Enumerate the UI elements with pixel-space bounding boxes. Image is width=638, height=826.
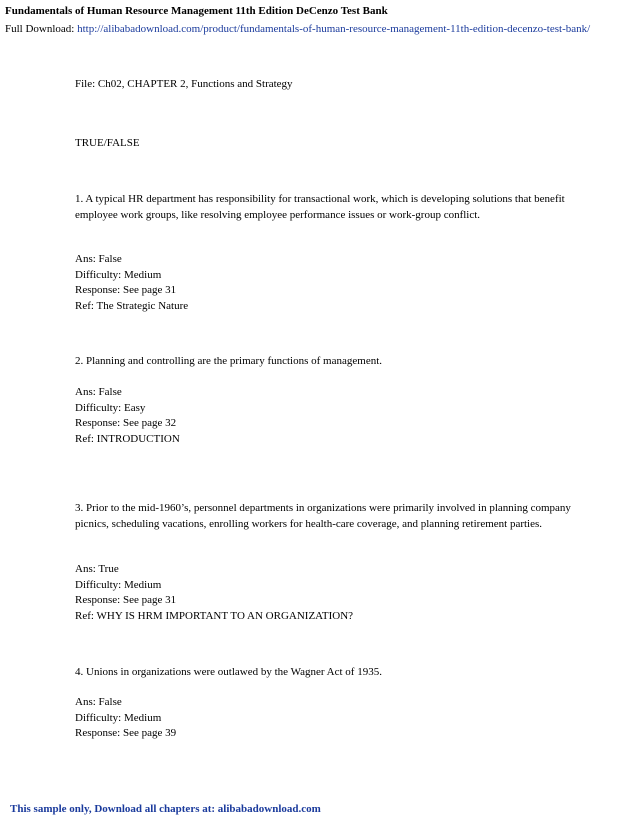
question-3-answer: Ans: True [75,563,119,575]
question-1-response: Response: See page 31 [75,284,177,296]
download-footer[interactable]: This sample only, Download all chapters at: alibabadownload.com [10,803,321,815]
question-2-difficulty: Difficulty: Easy [75,401,146,414]
question-2-answer: Ans: False [75,386,122,398]
question-3-ref: Ref: WHY IS HRM IMPORTANT TO AN ORGANIZATION? [75,609,354,622]
download-line [5,20,638,38]
file-line: File: Ch02, CHAPTER 2, Functions and Strategy [75,78,293,90]
question-3-text: 3. Prior to the mid-1960’s, personnel departments in organizations were primarily involved in planning company picnics, scheduling vacations, enrolling workers for health-care coverage, and planning retirement parties. [75,502,571,530]
question-1-ref: Ref: The Strategic Nature [75,299,189,312]
question-4-meta [75,695,575,742]
question-2-response: Response: See page 32 [75,417,177,429]
question-4-response: Response: See page 39 [75,727,177,739]
section-heading: TRUE/FALSE [75,137,140,149]
question-3-difficulty: Difficulty: Medium [75,578,162,591]
download-label: Full Download: [5,23,78,35]
question-1-meta [75,252,575,314]
question-1-answer: Ans: False [75,253,122,265]
question-4-difficulty: Difficulty: Medium [75,711,162,724]
question-1-difficulty: Difficulty: Medium [75,268,162,281]
header-title: Fundamentals of Human Resource Management 11th Edition DeCenzo Test Bank [5,5,388,17]
question-2-ref: Ref: INTRODUCTION [75,432,180,445]
question-3-meta [75,562,575,624]
question-2-meta [75,385,575,447]
question-4-text: 4. Unions in organizations were outlawed by the Wagner Act of 1935. [75,666,382,678]
question-2-text: 2. Planning and controlling are the primary functions of management. [75,355,383,367]
download-link[interactable]: http://alibabadownload.com/product/fundamentals-of-human-resource-management-11th-edition-decenzo-test-bank/ [77,23,591,35]
question-3-response: Response: See page 31 [75,594,177,606]
question-4-answer: Ans: False [75,696,122,708]
question-1-text: 1. A typical HR department has responsibility for transactional work, which is developing solutions that benefit employee work groups, like resolving employee performance issues or work-group conflict. [75,193,565,221]
document-header [5,2,638,38]
